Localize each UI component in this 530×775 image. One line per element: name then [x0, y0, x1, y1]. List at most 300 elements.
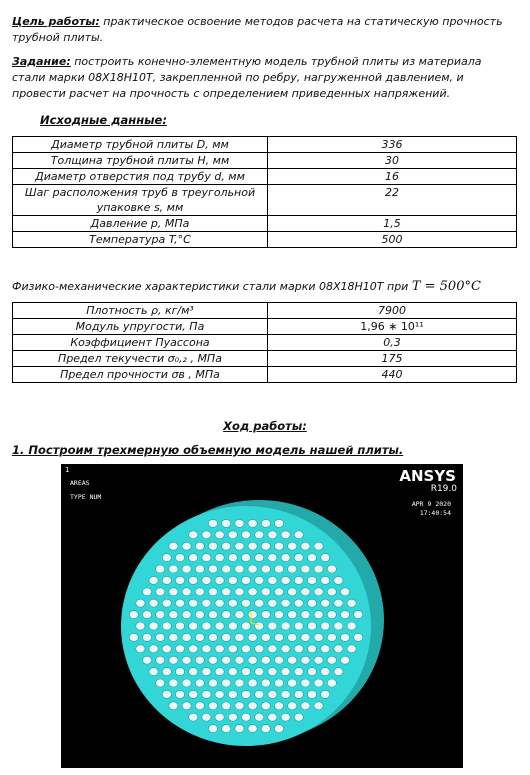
plate-hole — [175, 576, 184, 584]
plate-hole — [281, 554, 290, 562]
plate-hole — [215, 554, 224, 562]
plate-hole — [136, 622, 145, 630]
plate-hole — [288, 633, 297, 641]
plate-hole — [301, 565, 310, 573]
table-cell-value: 22 — [268, 185, 517, 216]
plate-hole — [241, 645, 250, 653]
plate-hole — [222, 633, 231, 641]
plate-hole — [215, 576, 224, 584]
plate-hole — [255, 668, 264, 676]
plate-hole — [294, 576, 303, 584]
table-cell-value: 1,96 ∗ 10¹¹ — [268, 319, 517, 335]
plate-hole — [314, 588, 323, 596]
step1-heading: 1. Построим трехмерную объемную модель нашей плиты. — [12, 443, 404, 457]
figure-window-number: 1 — [65, 466, 70, 474]
source-data-table — [12, 136, 517, 248]
plate-hole — [215, 668, 224, 676]
plate-hole — [281, 599, 290, 607]
plate-hole — [182, 611, 191, 619]
plate-hole — [340, 656, 349, 664]
plate-hole — [255, 576, 264, 584]
plate-hole — [202, 554, 211, 562]
table-row — [13, 216, 517, 232]
table-row — [13, 232, 517, 248]
figure-date: APR 9 2020 — [411, 500, 451, 508]
plate-hole — [215, 599, 224, 607]
plate-hole — [268, 622, 277, 630]
plate-hole — [215, 690, 224, 698]
plate-hole — [162, 668, 171, 676]
plate-hole — [274, 611, 283, 619]
plate-hole — [162, 622, 171, 630]
plate-hole — [189, 554, 198, 562]
plate-hole — [248, 565, 257, 573]
plate-hole — [215, 645, 224, 653]
plate-hole — [215, 622, 224, 630]
plate-hole — [274, 542, 283, 550]
plate-hole — [288, 565, 297, 573]
plate-hole — [268, 599, 277, 607]
plate-hole — [314, 702, 323, 710]
table-cell-label: Плотность ρ, кг/м³ — [13, 303, 268, 319]
plate-hole — [169, 656, 178, 664]
plate-hole — [307, 668, 316, 676]
plate-hole — [202, 690, 211, 698]
plate-hole — [327, 633, 336, 641]
plate-hole — [175, 690, 184, 698]
plate-hole — [182, 633, 191, 641]
plate-hole — [294, 645, 303, 653]
table-row — [13, 185, 517, 216]
plate-hole — [274, 656, 283, 664]
table-row — [13, 303, 517, 319]
phys-title-text: Физико-механические характеристики стали марки 08Х18Н10Т при — [12, 280, 409, 293]
plate-hole — [288, 611, 297, 619]
plate-hole — [129, 633, 138, 641]
plate-hole — [241, 713, 250, 721]
plate-hole — [162, 576, 171, 584]
plate-hole — [261, 588, 270, 596]
table-cell-value: 336 — [268, 137, 517, 153]
table-row — [13, 153, 517, 169]
plate-hole — [281, 622, 290, 630]
plate-hole — [222, 679, 231, 687]
figure-legend — [70, 476, 101, 504]
plate-hole — [301, 633, 310, 641]
plate-hole — [202, 531, 211, 539]
plate-hole — [248, 656, 257, 664]
phys-temp: T = 500°C — [411, 279, 481, 294]
plate-hole — [261, 702, 270, 710]
plate-hole — [189, 576, 198, 584]
plate-hole — [307, 690, 316, 698]
plate-hole — [255, 599, 264, 607]
plate-hole — [189, 622, 198, 630]
goal-paragraph — [12, 14, 517, 46]
table-row — [13, 169, 517, 185]
plate-hole — [208, 588, 217, 596]
plate-hole — [149, 576, 158, 584]
plate-hole — [321, 554, 330, 562]
source-data-title: Исходные данные: — [40, 113, 167, 127]
plate-hole — [261, 611, 270, 619]
ansys-release: R19.0 — [430, 484, 457, 494]
plate-hole — [189, 668, 198, 676]
plate-hole — [288, 542, 297, 550]
plate-hole — [248, 542, 257, 550]
plate-hole — [235, 679, 244, 687]
plate-hole — [241, 576, 250, 584]
plate-hole — [175, 599, 184, 607]
plate-hole — [248, 633, 257, 641]
plate-hole — [268, 554, 277, 562]
plate-hole — [215, 713, 224, 721]
plate-hole — [162, 690, 171, 698]
plate-hole — [149, 645, 158, 653]
plate-hole — [248, 588, 257, 596]
plate-hole — [142, 633, 151, 641]
plate-hole — [248, 679, 257, 687]
plate-hole — [235, 656, 244, 664]
plate-hole — [241, 554, 250, 562]
plate-hole — [281, 531, 290, 539]
plate-hole — [268, 690, 277, 698]
plate-hole — [241, 599, 250, 607]
plate-hole — [334, 599, 343, 607]
plate-hole — [182, 702, 191, 710]
plate-hole — [189, 690, 198, 698]
plate-hole — [156, 588, 165, 596]
table-cell-value: 0,3 — [268, 335, 517, 351]
plate-hole — [307, 576, 316, 584]
plate-hole — [281, 668, 290, 676]
plate-hole — [261, 656, 270, 664]
plate-hole — [235, 611, 244, 619]
task-text: построить конечно-элементную модель трубной плиты из материала стали марки 08Х18Н10Т, закрепленной по ребру, нагруженной давлением, и провести расчет на прочность с определением приведенных напряжений. — [12, 55, 482, 100]
plate-hole — [195, 679, 204, 687]
plate-hole — [222, 702, 231, 710]
plate-hole — [301, 611, 310, 619]
plate-hole — [255, 713, 264, 721]
plate-hole — [222, 588, 231, 596]
plate-hole — [222, 656, 231, 664]
plate-hole — [274, 565, 283, 573]
plate-hole — [208, 565, 217, 573]
plate-hole — [340, 633, 349, 641]
plate-hole — [327, 588, 336, 596]
plate-hole — [327, 656, 336, 664]
plate-hole — [162, 599, 171, 607]
table-cell-label: Диаметр трубной плиты D, мм — [13, 137, 268, 153]
plate-hole — [241, 690, 250, 698]
table-cell-label: Диаметр отверстия под трубу d, мм — [13, 169, 268, 185]
plate-hole — [156, 679, 165, 687]
plate-hole — [182, 542, 191, 550]
plate-hole — [268, 668, 277, 676]
plate-hole — [208, 542, 217, 550]
plate-hole — [222, 565, 231, 573]
plate-hole — [202, 713, 211, 721]
plate-hole — [248, 725, 257, 733]
plate-hole — [321, 668, 330, 676]
figure-time: 17:40:54 — [419, 509, 451, 517]
plate-hole — [288, 588, 297, 596]
plate-hole — [241, 531, 250, 539]
plate-hole — [189, 599, 198, 607]
goal-label: Цель работы: — [12, 15, 100, 28]
plate-hole — [261, 565, 270, 573]
table-row — [13, 351, 517, 367]
plate-hole — [202, 668, 211, 676]
plate-hole — [255, 645, 264, 653]
plate-hole — [340, 611, 349, 619]
plate-hole — [248, 611, 257, 619]
plate-hole — [281, 576, 290, 584]
plate-hole — [228, 531, 237, 539]
plate-hole — [274, 588, 283, 596]
plate-hole — [189, 713, 198, 721]
plate-hole — [235, 702, 244, 710]
plate-hole — [314, 542, 323, 550]
material-table — [12, 302, 517, 383]
plate-hole — [208, 702, 217, 710]
plate-hole — [156, 611, 165, 619]
ansys-logo: ANSYS — [399, 467, 456, 485]
plate-hole — [195, 588, 204, 596]
plate-hole — [241, 668, 250, 676]
plate-hole — [169, 588, 178, 596]
plate-hole — [222, 542, 231, 550]
plate-hole — [228, 645, 237, 653]
plate-hole — [281, 713, 290, 721]
plate-hole — [182, 565, 191, 573]
plate-hole — [195, 633, 204, 641]
plate-hole — [340, 588, 349, 596]
plate-hole — [228, 690, 237, 698]
plate-hole — [281, 645, 290, 653]
plate-hole — [182, 679, 191, 687]
plate-hole — [261, 633, 270, 641]
plate-hole — [189, 645, 198, 653]
phys-title — [12, 279, 481, 294]
plate-hole — [162, 645, 171, 653]
plate-hole — [228, 668, 237, 676]
figure-timestamp — [412, 500, 451, 518]
table-cell-label: Шаг расположения труб в треугольной упаковке s, мм — [13, 185, 268, 216]
plate-hole — [314, 656, 323, 664]
plate-hole — [235, 725, 244, 733]
table-cell-value: 440 — [268, 367, 517, 383]
plate-hole — [182, 656, 191, 664]
table-cell-value: 1,5 — [268, 216, 517, 232]
plate-hole — [255, 554, 264, 562]
table-cell-label: Предел прочности σв , МПа — [13, 367, 268, 383]
plate-hole — [255, 690, 264, 698]
plate-hole — [142, 656, 151, 664]
plate-hole — [334, 645, 343, 653]
plate-hole — [156, 656, 165, 664]
plate-hole — [208, 679, 217, 687]
plate-hole — [195, 702, 204, 710]
table-cell-value: 16 — [268, 169, 517, 185]
plate-hole — [208, 656, 217, 664]
plate-hole — [268, 576, 277, 584]
plate-hole — [294, 554, 303, 562]
plate-hole — [156, 565, 165, 573]
table-cell-value: 7900 — [268, 303, 517, 319]
plate-hole — [268, 531, 277, 539]
plate-hole — [136, 599, 145, 607]
course-title: Ход работы: — [223, 419, 307, 433]
plate-hole — [314, 633, 323, 641]
type-num-label: TYPE NUM — [70, 493, 102, 501]
table-cell-label: Коэффициент Пуассона — [13, 335, 268, 351]
plate-hole — [222, 611, 231, 619]
plate-hole — [241, 622, 250, 630]
plate-hole — [347, 645, 356, 653]
plate-hole — [208, 725, 217, 733]
table-cell-value: 500 — [268, 232, 517, 248]
plate-hole — [235, 565, 244, 573]
plate-hole — [215, 531, 224, 539]
plate-hole — [274, 702, 283, 710]
plate-hole — [255, 622, 264, 630]
plate-hole — [228, 554, 237, 562]
plate-hole — [228, 599, 237, 607]
plate-hole — [169, 542, 178, 550]
plate-hole — [169, 679, 178, 687]
plate-hole — [182, 588, 191, 596]
plate-hole — [261, 725, 270, 733]
plate-hole — [334, 576, 343, 584]
plate-hole — [314, 679, 323, 687]
plate-hole — [307, 554, 316, 562]
plate-hole — [314, 565, 323, 573]
plate-hole — [202, 599, 211, 607]
plate-hole — [294, 531, 303, 539]
plate-hole — [175, 622, 184, 630]
plate-hole — [261, 679, 270, 687]
plate-hole — [235, 542, 244, 550]
table-cell-label: Давление p, МПа — [13, 216, 268, 232]
plate-hole — [261, 519, 270, 527]
table-cell-value: 30 — [268, 153, 517, 169]
task-paragraph — [12, 54, 517, 102]
plate-hole — [195, 611, 204, 619]
plate-hole — [314, 611, 323, 619]
plate-hole — [321, 690, 330, 698]
plate-hole — [294, 668, 303, 676]
plate-hole — [142, 588, 151, 596]
plate-hole — [149, 599, 158, 607]
plate-hole — [327, 611, 336, 619]
plate-hole — [189, 531, 198, 539]
plate-hole — [222, 725, 231, 733]
plate-hole — [169, 611, 178, 619]
plate-hole — [235, 633, 244, 641]
plate-hole — [195, 542, 204, 550]
plate-hole — [307, 599, 316, 607]
plate-hole — [208, 611, 217, 619]
plate-hole — [307, 622, 316, 630]
plate-hole — [288, 702, 297, 710]
plate-hole — [301, 588, 310, 596]
plate-hole — [149, 668, 158, 676]
plate-hole — [202, 622, 211, 630]
plate-hole — [175, 554, 184, 562]
plate-hole — [281, 690, 290, 698]
goal-text: практическое освоение методов расчета на статическую прочность трубной плиты. — [12, 15, 503, 44]
plate-hole — [208, 519, 217, 527]
plate-hole — [301, 656, 310, 664]
table-cell-value: 175 — [268, 351, 517, 367]
plate-hole — [136, 645, 145, 653]
plate-hole — [334, 668, 343, 676]
plate-hole — [321, 645, 330, 653]
plate-hole — [327, 679, 336, 687]
plate-hole — [274, 725, 283, 733]
task-label: Задание: — [12, 55, 71, 68]
plate-hole — [169, 702, 178, 710]
plate-hole — [321, 576, 330, 584]
plate-hole — [142, 611, 151, 619]
plate-hole — [301, 679, 310, 687]
plate-model-image — [61, 464, 463, 768]
plate-hole — [274, 679, 283, 687]
plate-hole — [235, 519, 244, 527]
table-row — [13, 319, 517, 335]
plate-hole — [307, 645, 316, 653]
plate-hole — [268, 713, 277, 721]
plate-hole — [347, 622, 356, 630]
table-row — [13, 367, 517, 383]
plate-hole — [228, 576, 237, 584]
plate-hole — [294, 599, 303, 607]
plate-hole — [248, 519, 257, 527]
plate-hole — [255, 531, 264, 539]
plate-hole — [169, 565, 178, 573]
table-row — [13, 335, 517, 351]
plate-hole — [235, 588, 244, 596]
plate-hole — [228, 622, 237, 630]
plate-hole — [202, 576, 211, 584]
plate-hole — [248, 702, 257, 710]
plate-hole — [268, 645, 277, 653]
plate-hole — [169, 633, 178, 641]
plate-hole — [354, 611, 363, 619]
plate-hole — [354, 633, 363, 641]
plate-hole — [129, 611, 138, 619]
plate-hole — [294, 713, 303, 721]
plate-hole — [327, 565, 336, 573]
plate-hole — [162, 554, 171, 562]
plate-hole — [195, 565, 204, 573]
plate-hole — [274, 633, 283, 641]
plate-hole — [208, 633, 217, 641]
plate-hole — [321, 599, 330, 607]
plate-hole — [288, 679, 297, 687]
plate-hole — [228, 713, 237, 721]
table-row — [13, 137, 517, 153]
ansys-figure — [61, 464, 463, 768]
plate-hole — [222, 519, 231, 527]
plate-hole — [347, 599, 356, 607]
plate-hole — [294, 690, 303, 698]
plate-hole — [149, 622, 158, 630]
plate-hole — [334, 622, 343, 630]
plate-hole — [321, 622, 330, 630]
plate-hole — [195, 656, 204, 664]
